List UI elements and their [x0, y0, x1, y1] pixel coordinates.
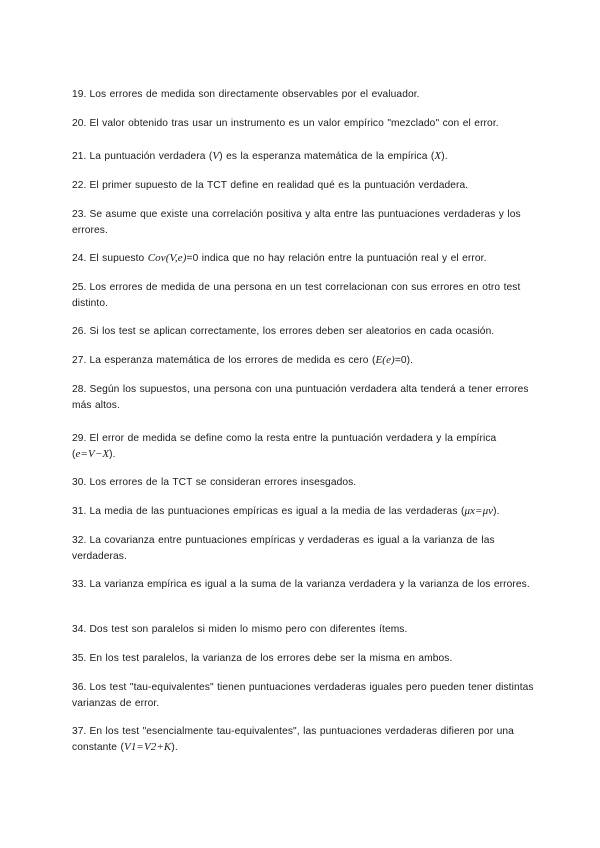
statement-19: 19. Los errores de medida son directamente observables por el evaluador. — [72, 89, 420, 100]
statement-31: 31. La media de las puntuaciones empíricas es igual a la media de las verdaderas (μx=μv). — [72, 505, 500, 517]
formula-expectation: E(e) — [375, 354, 395, 366]
statement-27: 27. La esperanza matemática de los errores de medida es cero (E(e)=0). — [72, 354, 414, 366]
statement-26: 26. Si los test se aplican correctamente, los errores deben ser aleatorios en cada ocasión. — [72, 326, 495, 337]
statement-37: 37. En los test "esencialmente tau-equivalentes", las puntuaciones verdaderas difieren por una constante (V1=V2+K). — [72, 726, 514, 753]
formula-cov: Cov(V,e) — [147, 252, 187, 264]
statement-34: 34. Dos test son paralelos si miden lo mismo pero con diferentes ítems. — [72, 624, 408, 635]
statement-24: 24. El supuesto Cov(V,e)=0 indica que no hay relación entre la puntuación real y el error. — [72, 252, 487, 264]
statement-36: 36. Los test "tau-equivalentes" tienen puntuaciones verdaderas iguales pero pueden tener distintas varianzas de error. — [72, 682, 534, 709]
statement-35: 35. En los test paralelos, la varianza de los errores debe ser la misma en ambos. — [72, 653, 453, 664]
statement-33: 33. La varianza empírica es igual a la suma de la varianza verdadera y la varianza de los errores. — [72, 579, 530, 590]
statement-30: 30. Los errores de la TCT se consideran errores insesgados. — [72, 477, 357, 488]
formula-means: μx=μv — [464, 505, 494, 517]
variable-x: X — [434, 150, 442, 162]
statement-25: 25. Los errores de medida de una persona en un test correlacionan con sus errores en otro test distinto. — [72, 282, 521, 309]
statement-32: 32. La covarianza entre puntuaciones empíricas y verdaderas es igual a la varianza de las verdaderas. — [72, 535, 495, 562]
statement-23: 23. Se asume que existe una correlación positiva y alta entre las puntuaciones verdaderas y los errores. — [72, 209, 521, 236]
statement-29: 29. El error de medida se define como la resta entre la puntuación verdadera y la empírica (e=V−X). — [72, 433, 497, 460]
statement-21: 21. La puntuación verdadera (V) es la esperanza matemática de la empírica (X). — [72, 150, 448, 162]
variable-v: V — [212, 150, 220, 162]
formula-error: e=V−X — [75, 447, 110, 460]
statement-28: 28. Según los supuestos, una persona con una puntuación verdadera alta tenderá a tener errores más altos. — [72, 384, 529, 411]
statement-20: 20. El valor obtenido tras usar un instrumento es un valor empírico "mezclado" con el error. — [72, 118, 499, 129]
formula-constant: V1=V2+K — [124, 740, 172, 753]
statement-22: 22. El primer supuesto de la TCT define en realidad qué es la puntuación verdadera. — [72, 180, 469, 191]
